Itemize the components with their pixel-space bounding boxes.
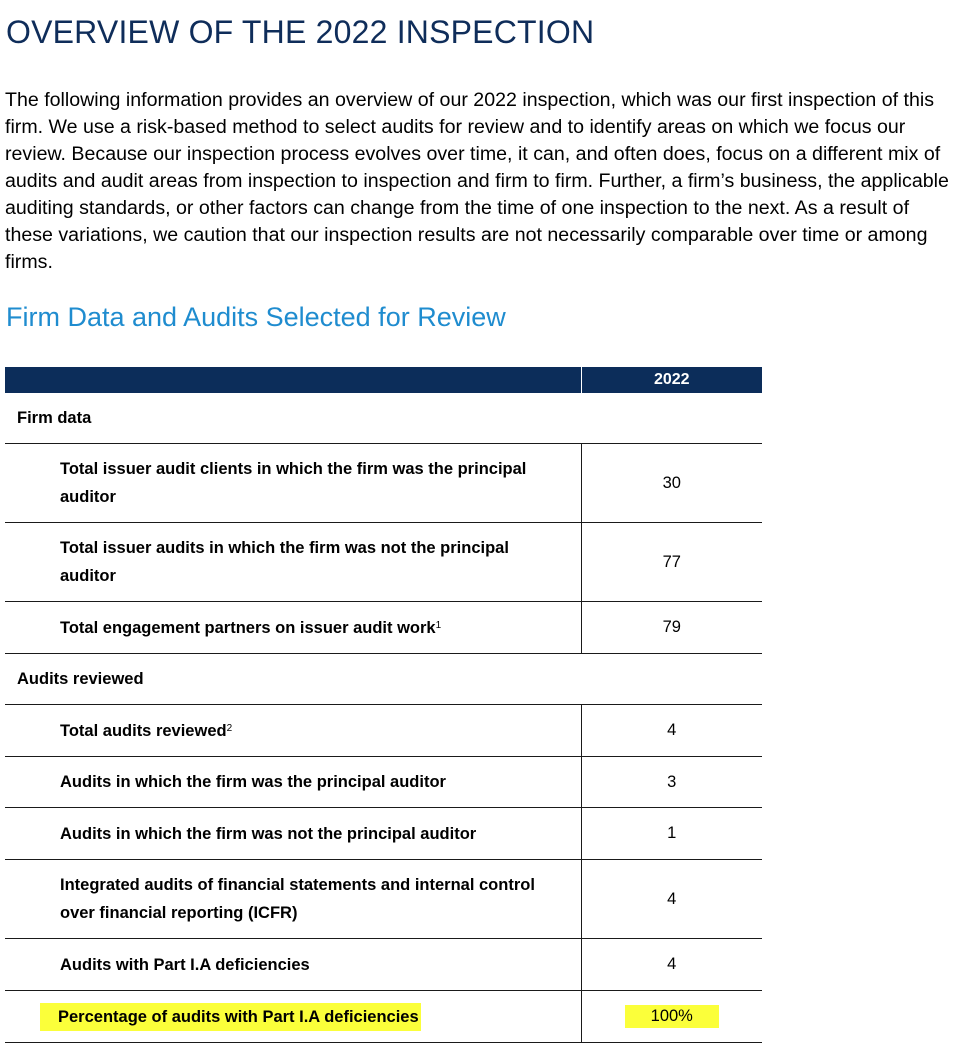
page-title: OVERVIEW OF THE 2022 INSPECTION (6, 14, 595, 50)
row-label: Audits in which the firm was the principal auditor (5, 757, 581, 808)
row-label: Total issuer audits in which the firm was not the principal auditor (5, 523, 581, 602)
table-row (5, 757, 762, 808)
table-row (5, 602, 762, 654)
highlighted-value: 100% (625, 1005, 719, 1028)
table-row-highlighted (5, 991, 762, 1043)
row-label: Total engagement partners on issuer audit work$^1$ (5, 602, 581, 654)
table-header-row (5, 367, 762, 393)
header-year: 2022 (581, 367, 762, 393)
header-blank-cell (5, 367, 581, 393)
row-value (581, 991, 762, 1043)
table-row (5, 860, 762, 939)
row-label: Audits in which the firm was not the principal auditor (5, 808, 581, 860)
section-row-audits-reviewed (5, 654, 762, 705)
row-value: 30 (581, 444, 762, 523)
row-value: 1 (581, 808, 762, 860)
section-heading: Firm data (5, 393, 581, 444)
row-label: Total audits reviewed$^2$ (5, 705, 581, 757)
section-row-firm-data (5, 393, 762, 444)
row-value: 4 (581, 939, 762, 991)
row-label: Integrated audits of financial statements and internal control over financial reporting (ICFR) (5, 860, 581, 939)
row-label (5, 991, 581, 1043)
table-row (5, 523, 762, 602)
firm-data-table (5, 367, 762, 1043)
footnote-marker: 2 (226, 722, 233, 734)
row-label: Total issuer audit clients in which the firm was the principal auditor (5, 444, 581, 523)
row-label: Audits with Part I.A deficiencies (5, 939, 581, 991)
section-subtitle: Firm Data and Audits Selected for Review (6, 302, 506, 332)
section-heading: Audits reviewed (5, 654, 581, 705)
table-row (5, 939, 762, 991)
row-value: 77 (581, 523, 762, 602)
table-row (5, 705, 762, 757)
row-value: 3 (581, 757, 762, 808)
highlighted-label: Percentage of audits with Part I.A deficiencies (40, 1003, 421, 1031)
row-value: 79 (581, 602, 762, 654)
footnote-marker: 1 (435, 619, 442, 631)
intro-paragraph: The following information provides an overview of our 2022 inspection, which was our first inspection of this firm. We use a risk-based method to select audits for review and to identify areas on which we focus our review. Because our inspection process evolves over time, it can, and often does, focus on a different mix of audits and audit areas from inspection to inspection and firm to firm. Further, a firm’s business, the applicable auditing standards, or other factors can change from the time of one inspection to the next. As a result of these variations, we caution that our inspection results are not necessarily comparable over time or among firms. (5, 89, 949, 273)
row-value: 4 (581, 705, 762, 757)
table-row (5, 444, 762, 523)
table-row (5, 808, 762, 860)
row-value: 4 (581, 860, 762, 939)
